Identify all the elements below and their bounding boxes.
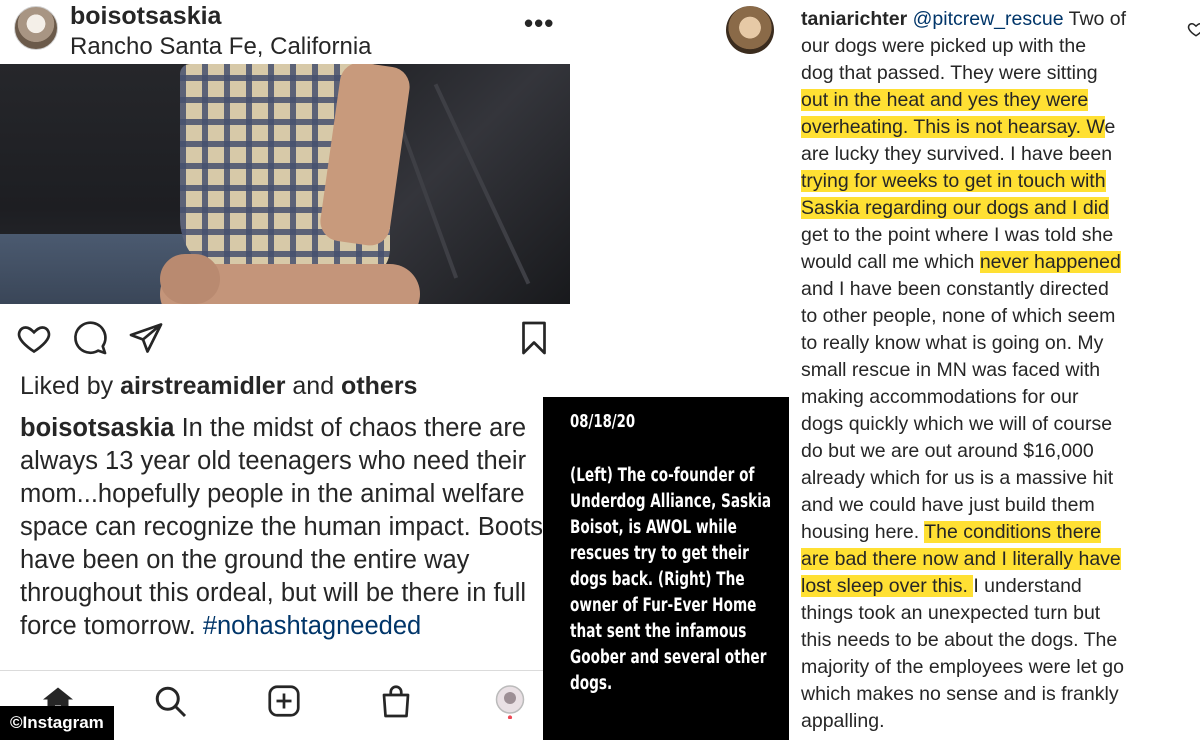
- liked-others-link[interactable]: others: [341, 372, 418, 400]
- caption-username[interactable]: boisotsaskia: [20, 414, 175, 442]
- caption-date: 08/18/20: [570, 411, 636, 432]
- comment-line: [801, 141, 1181, 168]
- comment-line: [801, 114, 1181, 141]
- comment-line: [801, 168, 1181, 195]
- comment-line: [801, 708, 1181, 735]
- more-options-button[interactable]: •••: [524, 8, 555, 38]
- post-caption: [20, 412, 550, 668]
- comment-text-segment: I understand: [973, 575, 1082, 597]
- comment-line: [801, 411, 1181, 438]
- comment-line: [801, 87, 1181, 114]
- comment-text-segment: Two of: [1063, 8, 1127, 30]
- comment-text-segment: get to the point where I was told she: [801, 224, 1114, 246]
- comment-text-segment: and we could have just build them: [801, 494, 1095, 516]
- commenter-username[interactable]: taniarichter: [801, 8, 908, 30]
- comment-line: [801, 546, 1181, 573]
- shop-icon[interactable]: [378, 683, 414, 719]
- comment-text-segment: making accommodations for our: [801, 386, 1079, 408]
- commenter-avatar[interactable]: [726, 6, 774, 54]
- comment-text-segment: dogs quickly which we will of course: [801, 413, 1113, 435]
- comment-line: [801, 573, 1181, 600]
- liked-and: and: [285, 372, 342, 400]
- comment-text-segment: which makes no sense and is frankly: [801, 683, 1119, 705]
- heart-icon[interactable]: [16, 320, 52, 356]
- comment-line: [801, 60, 1181, 87]
- share-icon[interactable]: [128, 320, 164, 356]
- comment-body: [801, 6, 1181, 735]
- comment-line: [801, 33, 1181, 60]
- profile-avatar[interactable]: [492, 683, 528, 719]
- highlighted-text: out in the heat and yes they were: [801, 89, 1089, 111]
- highlighted-text: never happened: [979, 251, 1121, 273]
- comment-text-segment: e: [1104, 116, 1116, 138]
- highlighted-text: trying for weeks to get in touch with: [801, 170, 1106, 192]
- post-author-avatar[interactable]: [14, 6, 58, 50]
- comment-icon[interactable]: [72, 320, 108, 356]
- comment-text-segment: appalling.: [801, 710, 885, 732]
- comment-text-segment: majority of the employees were let go: [801, 656, 1124, 678]
- comment-text-segment: to other people, none of which seem: [801, 305, 1116, 327]
- likes-summary: [20, 372, 417, 401]
- post-author-username[interactable]: boisotsaskia: [70, 2, 222, 30]
- liked-prefix: Liked by: [20, 372, 121, 400]
- comment-mention[interactable]: @pitcrew_rescue: [912, 8, 1064, 30]
- highlighted-text: lost sleep over this.: [801, 575, 974, 597]
- post-header: [0, 0, 570, 64]
- comment-text-segment: are lucky they survived. I have been: [801, 143, 1113, 165]
- right-instagram-comment: [789, 0, 1200, 740]
- liked-user-link[interactable]: airstreamidler: [120, 372, 286, 400]
- highlighted-text: The conditions there: [924, 521, 1101, 543]
- left-instagram-post: [0, 0, 570, 740]
- caption-text: In the midst of chaos there are always 13 year old teenagers who need their mom...hopefully people in the animal welfare space can recognize the human impact. Boots have been on the ground the entire way throughout this ordeal, but will be there in full force tomorrow.: [20, 414, 544, 640]
- post-action-bar: [0, 316, 570, 360]
- comment-text-segment: do but we are out around $16,000: [801, 440, 1094, 462]
- post-location[interactable]: Rancho Santa Fe, California: [70, 33, 372, 60]
- comment-line: [801, 276, 1181, 303]
- comment-line: [801, 600, 1181, 627]
- comment-line: [801, 303, 1181, 330]
- comment-line: [801, 465, 1181, 492]
- comment-line: [801, 627, 1181, 654]
- comment-line: [801, 384, 1181, 411]
- highlighted-text: overheating. This is not hearsay. W: [801, 116, 1105, 138]
- add-post-icon[interactable]: [266, 683, 302, 719]
- caption-description: (Left) The co-founder of Underdog Alliance, Saskia Boisot, is AWOL while rescues try to get their dogs back. (Right) The owner of Fur-Ever Home that sent the infamous Goober and several other dogs.: [570, 465, 772, 694]
- like-comment-heart-icon[interactable]: [1187, 20, 1200, 38]
- comment-line: [801, 330, 1181, 357]
- comment-line: [801, 438, 1181, 465]
- comment-text-segment: this needs to be about the dogs. The: [801, 629, 1118, 651]
- search-icon[interactable]: [152, 683, 188, 719]
- highlighted-text: Saskia regarding our dogs and I did: [801, 197, 1109, 219]
- comment-text-segment: to really know what is going on. My: [801, 332, 1104, 354]
- image-credit: ©Instagram: [0, 706, 114, 740]
- comment-text-segment: dog that passed. They were sitting: [801, 62, 1098, 84]
- comment-line: [801, 6, 1181, 33]
- comment-line: [801, 249, 1181, 276]
- comment-line: [801, 492, 1181, 519]
- comment-text-segment: housing here.: [801, 521, 925, 543]
- comment-text-segment: already which for us is a massive hit: [801, 467, 1114, 489]
- comment-line: [801, 519, 1181, 546]
- highlighted-text: are bad there now and I literally have: [801, 548, 1121, 570]
- comment-line: [801, 681, 1181, 708]
- comment-text-segment: things took an unexpected turn but: [801, 602, 1101, 624]
- caption-hashtag[interactable]: #nohashtagneeded: [202, 612, 422, 640]
- comment-line: [801, 195, 1181, 222]
- comment-text-segment: and I have been constantly directed: [801, 278, 1109, 300]
- editorial-caption-box: [543, 397, 789, 740]
- hand-graphic: [160, 254, 220, 304]
- comment-line: [801, 357, 1181, 384]
- comment-text-segment: small rescue in MN was faced with: [801, 359, 1101, 381]
- bookmark-icon[interactable]: [516, 320, 552, 356]
- comment-line: [801, 654, 1181, 681]
- comment-text-segment: our dogs were picked up with the: [801, 35, 1087, 57]
- comment-line: [801, 222, 1181, 249]
- post-photo[interactable]: [0, 64, 570, 304]
- comment-text-segment: would call me which: [801, 251, 980, 273]
